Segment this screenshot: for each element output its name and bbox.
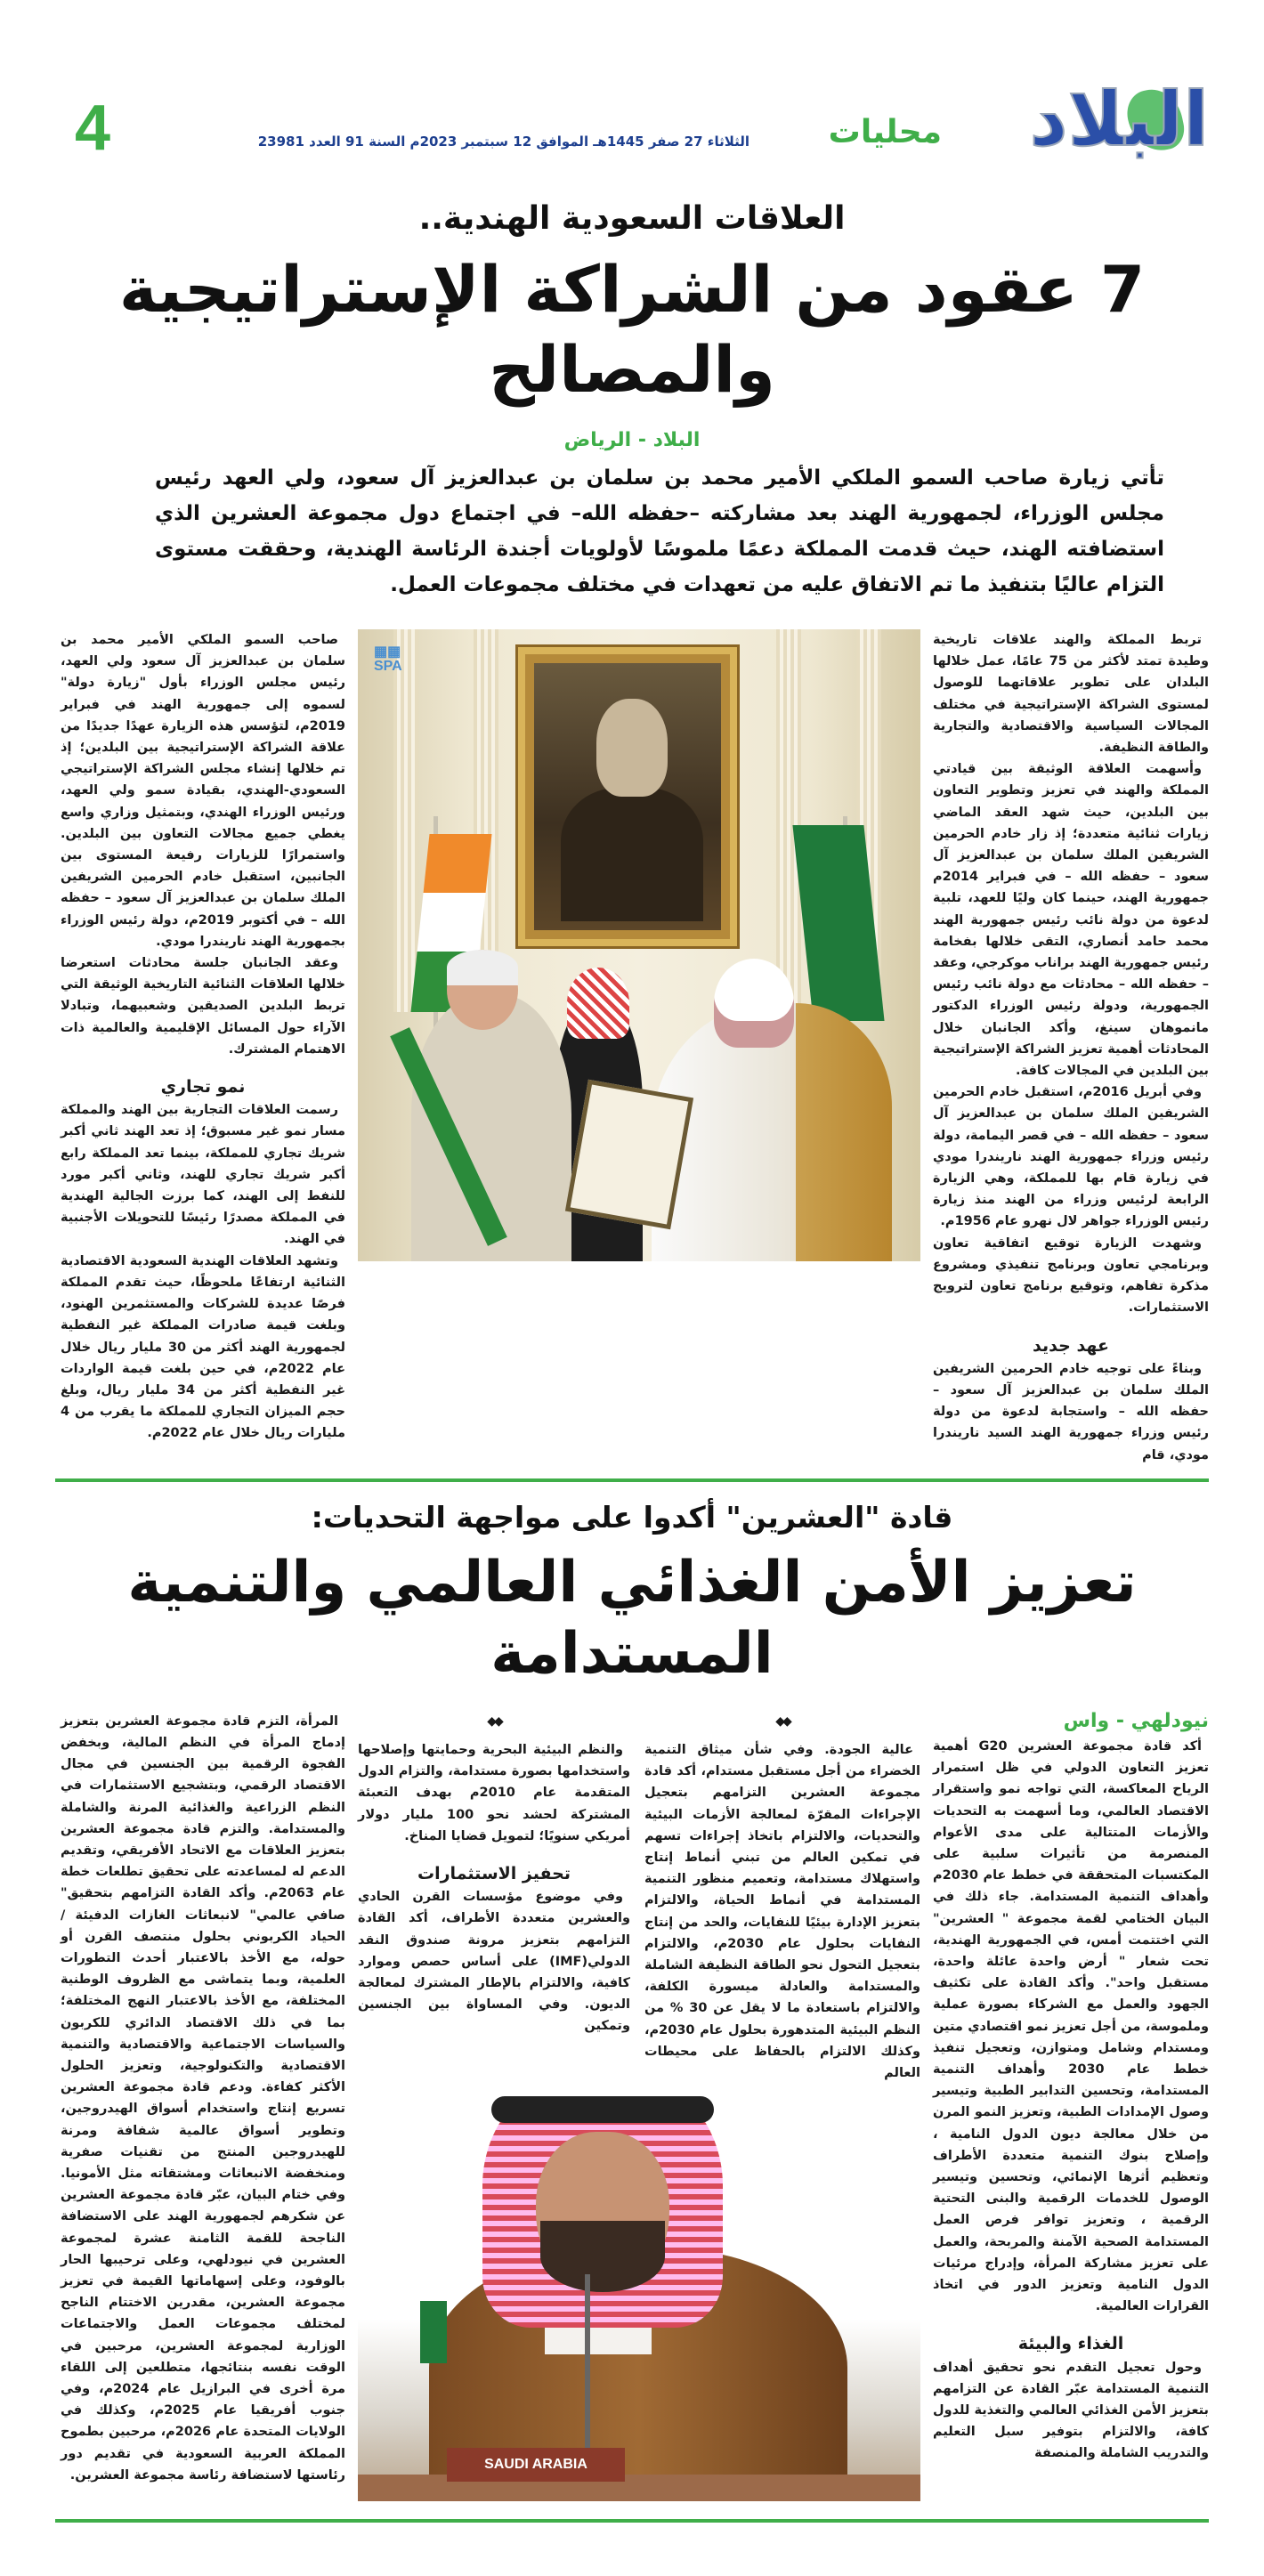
- subheading: نمو تجاري: [160, 1077, 246, 1098]
- subheading: الغذاء والبيئة: [1017, 2334, 1124, 2354]
- certificate: [565, 1080, 693, 1230]
- article1-lead: تأتي زيارة صاحب السمو الملكي الأمير محمد بن سلمان بن عبدالعزيز آل سعود، ولي العهد رئيس مجلس الوزراء، لجمهورية الهند بعد مشاركته –حفظه الله– في اجتماع دول مجموعة العشرين الذي استضافته الهند، حيث قدمت المملكة دعمًا ملموسًا لأولويات أجندة الرئاسة الهندية، وحققت مستوى التزام عاليًا بتنفيذ ما تم الاتفاق عليه من تعهدات في مختلف مجموعات العمل.: [155, 466, 1164, 596]
- spa-watermark-logo: ▦▦ SPA: [374, 644, 402, 674]
- subheading: تحفيز الاستثمارات: [417, 1863, 571, 1883]
- paragraph: وتشهد العلاقات الهندية السعودية الاقتصادية الثنائية ارتفاعًا ملحوظًا، حيث تقدم المملكة فرصًا عديدة للشركات والمستثمرين الهنود، وبلغت قيمة صادرات المملكة غير النفطية لجمهورية الهند أكثر من 30 مليار ريال خلال عام 2022م، في حين بلغت قيمة الواردات غير النفطية أكثر من 34 مليار ريال، وبلغ حجم الميزان التجاري للمملكة ما يقرب من 4 مليارات ريال خلال عام 2022م.: [61, 1253, 346, 1441]
- logo-text: البلاد: [1029, 76, 1209, 163]
- article2-column-3: [644, 1711, 920, 2084]
- article2-photo: [358, 2096, 920, 2501]
- article2-left-column: [61, 1711, 345, 2486]
- article2-body: [55, 1711, 1209, 2501]
- dateline: الثلاثاء 27 صفر 1445هـ الموافق 12 سبتمبر 2023م السنة 91 العدد 23981: [257, 134, 749, 150]
- article2-column-2: [358, 1711, 630, 2084]
- page-number: 4: [75, 93, 111, 164]
- article2-middle: [358, 1711, 920, 2501]
- paragraph: المرأة، التزم قادة مجموعة العشرين بتعزيز إدماج المرأة في النظم المالية، وبخفض الفجوة الرقمية بين الجنسين في مجال الاقتصاد الرقمي، وبتشجيع الاستثمارات في النظم الزراعية والغذائية المرنة والشاملة والمستدامة. والتزم قادة مجموعة العشرين بتعزيز العلاقات مع الاتحاد الأفريقي، وتقديم الدعم له لمساعدته على تحقيق تطلعات خطة عام 2063م. وأكد القادة التزامهم بتحقيق" صافي عالمي" لانبعاثات الغازات الدفيئة / الحياد الكربوني بحلول منتصف القرن أو حوله، مع الأخذ بالاعتبار أحدث التطورات العلمية، وبما يتماشى مع الظروف الوطنية المختلفة، مع الأخذ بالاعتبار النهج المختلفة؛ بما في ذلك الاقتصاد الدائري للكربون والسياسات الاجتماعية والاقتصادية والتنمية الاقتصادية والتكنولوجية، وتعزيز الحلول الأكثر كفاءة. ودعم قادة مجموعة العشرين تسريع إنتاج واستخدام أسواق الهيدروجين، وتطوير أسواق عالمية شفافة ومرنة للهيدروجين المنتج من تقنيات صفرية ومنخفضة الانبعاثات ومشتقاته مثل الأمونيا. وفي ختام البيان، عبّر قادة مجموعة العشرين عن شكرهم لجمهورية الهند على الاستضافة الناجحة للقمة الثامنة عشرة لمجموعة العشرين في نيودلهي، وعلى ترحيبها الحار بالوفود، وعلى إسهاماتها القيمة في تعزيز مجموعة العشرين، مقدرين الاختتام الناجح لمختلف مجموعات العمل والاجتماعات الوزارية لمجموعة العشرين، مرحبين في الوقت نفسه بنتائجها، متطلعين إلى اللقاء مرة أخرى في البرازيل عام 2024م، وفي جنوب أفريقيا عام 2025م، وكذلك في الولايات المتحدة عام 2026م، مرحبين بطموح المملكة العربية السعودية في تقديم دور رئاستها لاستضافة رئاسة مجموعة العشرين.: [61, 1713, 345, 2483]
- article1-headline: 7 عقود من الشراكة الإستراتيجية والمصالح: [118, 252, 1146, 407]
- paragraph: عالية الجودة. وفي شأن ميثاق التنمية الخضراء من أجل مستقبل مستدام، أكد قادة مجموعة العشرين التزامهم بتعجيل الإجراءات المقرّة لمعالجة الأزمات البيئية والتحديات، والالتزام باتخاذ إجراءات تسهم في تمكين العالم من تبني أنماط إنتاج واستهلاك مستدامة، وتعميم منظور التنمية المستدامة في أنماط الحياة، والالتزام بتعزيز الإدارة بيئيًا للنفايات، والحد من إنتاج النفايات بحلول عام 2030م، والالتزام بتعجيل التحول نحو الطاقة النظيفة الشاملة والمستدامة والعادلة ميسورة الكلفة، والالتزام باستعادة ما لا يقل عن 30 % من النظم البيئية المتدهورة بحلول عام 2030م، وكذلك الالتزام بالحفاظ على محيطات العالم: [644, 1742, 921, 2080]
- divider: [55, 2519, 1209, 2523]
- newspaper-logo[interactable]: [991, 76, 1209, 178]
- article1-kicker: العلاقات السعودية الهندية..: [418, 200, 846, 237]
- nameplate: SAUDI ARABIA: [447, 2448, 625, 2482]
- column-ornament: ◆◆: [775, 1713, 790, 1729]
- paragraph: صاحب السمو الملكي الأمير محمد بن سلمان بن عبدالعزيز آل سعود ولي العهد، رئيس مجلس الوزراء بأول "زيارة دولة" لسموه إلى جمهورية الهند في فبراير 2019م، لتؤسس هذه الزيارة عهدًا جديدًا من علاقة الشراكة الإستراتيجية بين البلدين؛ إذ تم خلالها إنشاء مجلس الشراكة الإستراتيجي السعودي-الهندي، بقيادة سمو ولي العهد، ورئيس الوزراء الهندي، وبتمثيل وزاري واسع يغطي جميع مجالات التعاون بين البلدين. واستمرارًا للزيارات رفيعة المستوى بين الجانبين، استقبل خادم الحرمين الشريفين الملك سلمان بن عبدالعزيز آل سعود – حفظه الله – في أكتوبر 2019م، دولة رئيس الوزراء بجمهورية الهند ناريندرا مودي.: [61, 633, 345, 949]
- article2-right-column: [933, 1711, 1209, 2465]
- paragraph: وفي أبريل 2016م، استقبل خادم الحرمين الشريفين الملك سلمان بن عبدالعزيز آل سعود – حفظه الله – في قصر اليمامة، دولة رئيس وزراء جمهورية الهند ناريندرا مودي في زيارة قام بها للمملكة، وهي الزيارة الرابعة لرئيس وزراء من الهند منذ زيارة رئيس الوزراء جواهر لال نهرو عام 1956م.: [933, 1085, 1209, 1229]
- article2-headline: تعزيز الأمن الغذائي العالمي والتنمية المستدامة: [127, 1549, 1137, 1687]
- divider: [55, 1478, 1209, 1482]
- paragraph: أكد قادة مجموعة العشرين G20 أهمية تعزيز التعاون الدولي في ظل استمرار الرياح المعاكسة، التي تواجه نمو واستقرار الاقتصاد العالمي، وما أسهمت به التحديات والأزمات المتتالية على مدى الأعوام المنصرمة من تأثيرات سلبية على المكتسبات المتحققة في خطط عام 2030م وأهداف التنمية المستدامة. جاء ذلك في البيان الختامي لقمة مجموعة " العشرين" التي اختتمت أمس، في الجمهورية الهندية، تحت شعار " أرض واحدة عائلة واحدة، مستقبل واحد". وأكد القادة على تكثيف الجهود والعمل مع الشركاء بصورة عملية وملموسة، من أجل تعزيز نمو اقتصادي متين ومستدام وشامل ومتوازن، وتعجيل تنفيذ خطط عام 2030 وأهداف التنمية المستدامة، وتحسين التدابير الطبية وتيسير وصول الإمدادات الطبية، وتعزيز النمو المرن من خلال معالجة ديون الدول النامية ، وإصلاح بنوك التنمية متعددة الأطراف وتعظيم أثرها الإنمائي، وتحسين وتيسير الوصول للخدمات الرقمية والبنى التحتية الرقمية ، وتعزيز توافر فرص العمل المستدامة الصحية الآمنة والمربحة، والعمل على تعزيز مشاركة المرأة، وإدراج مرئيات الدول النامية وتعزيز الدور في اتخاذ القرارات العالمية.: [933, 1738, 1209, 2314]
- paragraph: تربط المملكة والهند علاقات تاريخية وطيدة تمتد لأكثر من 75 عامًا، عمل خلالها البلدان على تطوير علاقاتهما للوصول لمستوى الشراكة الإستراتيجية في مختلف المجالات السياسية والاقتصادية والتجارية والطاقة النظيفة.: [933, 633, 1210, 756]
- portrait-frame: [518, 647, 737, 946]
- paragraph: وحول تعجيل التقدم نحو تحقيق أهداف التنمية المستدامة عبّر القادة عن التزامهم بتعزيز الأمن الغذائي العالمي والتغذية للدول كافة، والالتزام بتوفير سبل التعليم والتدريب الشاملة والمنصفة: [933, 2360, 1209, 2461]
- article2-middle-columns: [358, 1711, 920, 2084]
- paragraph: وشهدت الزيارة توقيع اتفاقية تعاون وبرنامجي تعاون وبرنامج تنفيذي ومشروع مذكرة تفاهم، وتوقيع برنامج تعاون لترويج الاستثمارات.: [933, 1235, 1209, 1316]
- masthead: [55, 0, 1209, 191]
- article2-byline: نيودلهي - واس: [1063, 1709, 1209, 1732]
- section-title: محليات: [828, 114, 942, 150]
- paragraph: وعقد الجانبان جلسة محادثات استعرضا خلالها العلاقات الثنائية التاريخية الوثيقة التي تربط البلدين الصديقين وشعبيهما، وتبادلا الآراء حول المسائل الإقليمية والعالمية ذات الاهتمام المشترك.: [61, 956, 345, 1057]
- paragraph: وأسهمت العلاقة الوثيقة بين قيادتي المملكة والهند في تعزيز وتطوير التعاون بين البلدين، حيث شهد العقد الماضي زيارات ثنائية متعددة؛ إذ زار خادم الحرمين الشريفين الملك سلمان بن عبدالعزيز آل سعود – حفظه الله – في فبراير 2014م جمهورية الهند، حينما كان وليًا للعهد، تلبية لدعوة من دولة نائب رئيس جمهورية الهند محمد حامد أنصاري، التقى خلالها بفخامة رئيس جمهورية الهند براناب موكرجي، وعقد – حفظه الله – محادثات مع دولة نائب رئيس الجمهورية، ودولة رئيس الوزراء الدكتور مانموهان سينغ، وأكد الجانبان خلال المحادثات أهمية تعزيز الشراكة الإستراتيجية بين البلدين في المجالات كافة.: [933, 762, 1209, 1079]
- paragraph: والنظم البيئية البحرية وحمايتها وإصلاحها واستخدامها بصورة مستدامة، والتزام الدول المتقدمة عام 2010م بهدف التعبئة المشتركة لحشد نحو 100 مليار دولار أمريكي سنويًا؛ لتمويل قضايا المناخ.: [358, 1742, 630, 1843]
- article2-kicker: قادة "العشرين" أكدوا على مواجهة التحديات:: [311, 1499, 953, 1535]
- paragraph: رسمت العلاقات التجارية بين الهند والمملكة مسار نمو غير مسبوق؛ إذ تعد الهند ثاني أكبر شريك تجاري للمملكة، بينما تعد المملكة رابع أكبر شريك تجاري للهند، وثاني أكبر مورد للنفط إلى الهند، كما برزت الجالية الهندية في المملكة مصدرًا رئيسًا للتحويلات الأجنبية في الهند.: [61, 1103, 345, 1247]
- article1-left-column: [61, 629, 345, 1445]
- article1-byline: البلاد - الرياض: [563, 429, 701, 451]
- article1-photo: [358, 629, 920, 1261]
- paragraph: وفي موضوع مؤسسات القرن الحادي والعشرين متعددة الأطراف، أكد القادة التزامهم بتعزيز مرونة صندوق النقد الدولي(IMF) على أساس حصص وموارد كافية، والالتزام بالإطار المشترك لمعالجة الديون. وفي المساواة بين الجنسين وتمكين: [358, 1890, 630, 2034]
- subheading: عهد جديد: [1033, 1335, 1109, 1356]
- saudi-flag: [420, 2301, 447, 2363]
- paragraph: وبناءً على توجيه خادم الحرمين الشريفين الملك سلمان بن عبدالعزيز آل سعود – حفظه الله – واستجابة لدعوة من دولة رئيس وزراء جمهورية الهند السيد ناريندرا مودي، قام: [933, 1361, 1209, 1462]
- column-ornament: ◆◆: [487, 1713, 501, 1729]
- article1-right-column: [933, 629, 1209, 1466]
- article1-body: [55, 629, 1209, 1466]
